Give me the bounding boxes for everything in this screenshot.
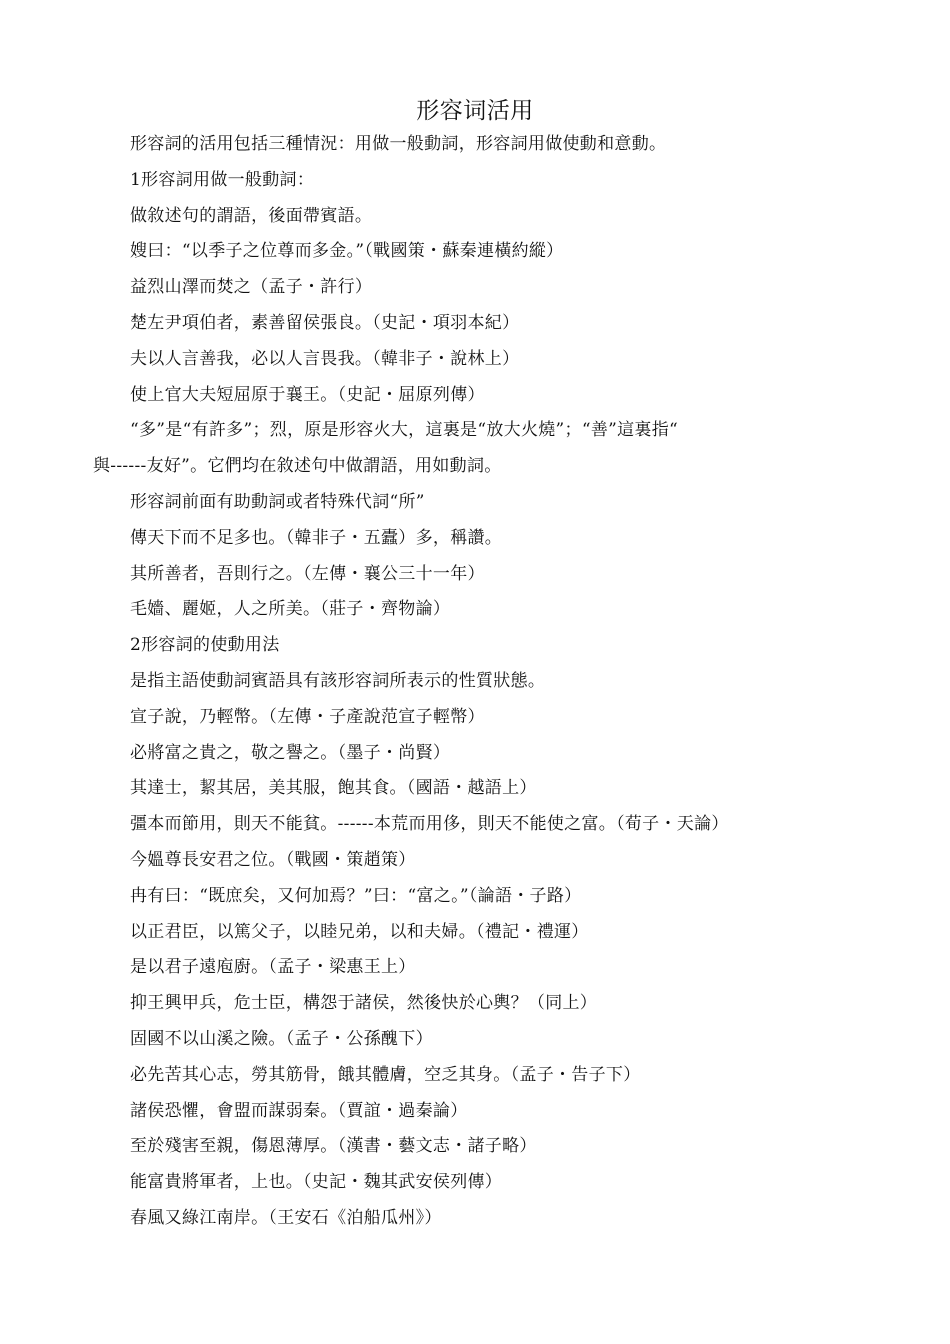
document-title: 形容词活用 [416, 98, 534, 124]
paragraph-line: “多”是“有許多”；烈，原是形容火大，這裏是“放大火燒”；“善”這裏指“ [130, 420, 679, 441]
example-line: 至於殘害至親，傷恩薄厚。（漢書・藝文志・諸子略） [130, 1136, 537, 1157]
document-body [93, 127, 873, 1237]
example-line: 彊本而節用，則天不能貧。------本荒而用侈，則天不能使之富。（荀子・天論） [130, 814, 729, 835]
paragraph-line: 形容詞前面有助動詞或者特殊代詞“所” [130, 491, 425, 512]
paragraph-line-continued: 與------友好”。它們均在敘述句中做謂語，用如動詞。 [93, 456, 502, 477]
example-line: 毛嬙、麗姬，人之所美。（莊子・齊物論） [130, 599, 451, 620]
example-line: 今媼尊長安君之位。（戰國・策趙策） [130, 849, 416, 870]
example-line: 以正君臣，以篤父子，以睦兄弟，以和夫婦。（禮記・禮運） [130, 921, 589, 942]
example-line: 春風又綠江南岸。（王安石《泊船瓜州》） [130, 1207, 442, 1228]
example-line: 宣子說，乃輕幣。（左傳・子產說范宣子輕幣） [130, 706, 485, 727]
example-line: 使上官大夫短屈原于襄王。（史記・屈原列傳） [130, 384, 485, 405]
section-heading: 2形容詞的使動用法 [130, 635, 280, 656]
paragraph-line: 形容詞的活用包括三種情況：用做一般動詞，形容詞用做使動和意動。 [130, 134, 667, 154]
paragraph-line: 是指主語使動詞賓語具有該形容詞所表示的性質狀態。 [130, 670, 546, 691]
section-heading: 1形容詞用做一般動詞： [130, 169, 315, 190]
example-line: 是以君子遠庖廚。（孟子・梁惠王上） [130, 957, 416, 978]
example-line: 必先苦其心志，勞其筋骨，餓其體膚，空乏其身。（孟子・告子下） [130, 1064, 641, 1085]
paragraph-line: 做敘述句的謂語，後面帶賓語。 [130, 205, 373, 226]
example-line: 能富貴將軍者，上也。（史記・魏其武安侯列傳） [130, 1172, 503, 1193]
example-line: 其所善者，吾則行之。（左傳・襄公三十一年） [130, 563, 485, 584]
example-line: 益烈山澤而焚之（孟子・許行） [130, 277, 373, 298]
example-line: 諸侯恐懼，會盟而謀弱秦。（賈誼・過秦論） [130, 1100, 468, 1121]
example-line: 嫂曰：“以季子之位尊而多金。”（戰國策・蘇秦連橫約縱） [130, 241, 564, 262]
example-line: 冉有曰：“既庶矣，又何加焉？”曰：“富之。”（論語・子路） [130, 885, 582, 906]
example-line: 傳天下而不足多也。（韓非子・五蠹）多，稱讚。 [130, 527, 503, 548]
example-line: 其達士，絜其居，美其服，飽其食。（國語・越語上） [130, 778, 537, 799]
example-line: 夫以人言善我，必以人言畏我。（韓非子・說林上） [130, 348, 520, 369]
example-line: 楚左尹項伯者，素善留侯張良。（史記・項羽本紀） [130, 312, 520, 333]
example-line: 抑王興甲兵，危士臣，構怨于諸侯，然後快於心輿？（同上） [130, 993, 598, 1014]
example-line: 必將富之貴之，敬之譽之。（墨子・尚賢） [130, 742, 451, 763]
example-line: 固國不以山溪之險。（孟子・公孫醜下） [130, 1028, 433, 1049]
